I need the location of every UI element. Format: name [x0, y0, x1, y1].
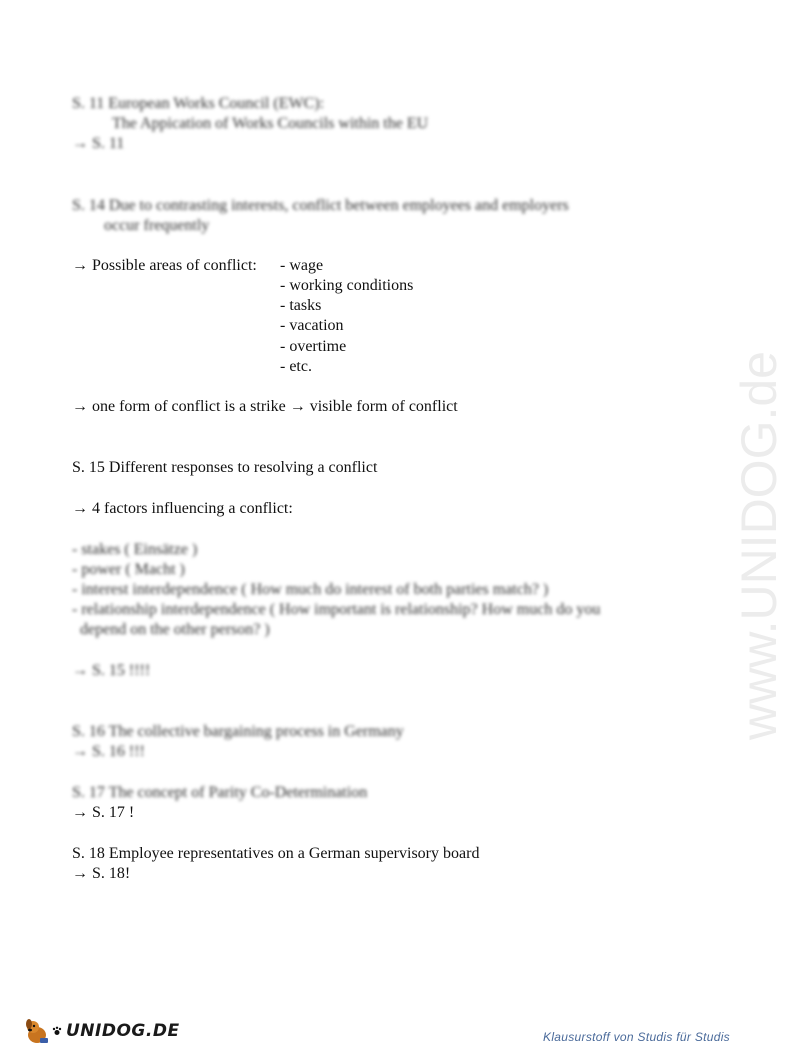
logo-text: UNIDOG.DE	[66, 1021, 180, 1041]
area-item: - etc.	[280, 358, 312, 375]
unidog-logo[interactable]	[22, 1016, 180, 1046]
factors-lead: → 4 factors influencing a conflict:	[72, 500, 293, 517]
footer-tagline: Klausurstoff von Studis für Studis	[543, 1030, 730, 1044]
factor-item: - relationship interdependence ( How important is relationship? How much do you	[72, 601, 601, 618]
s15-title: S. 15 Different responses to resolving a conflict	[72, 459, 378, 476]
areas-lead: → Possible areas of conflict:	[72, 257, 257, 274]
s18-reference: → S. 18!	[72, 865, 131, 882]
factor-item: - power ( Macht )	[72, 561, 185, 578]
factor-item: - interest interdependence ( How much do interest of both parties match? )	[72, 581, 549, 598]
s18-title: S. 18 Employee representatives on a German supervisory board	[72, 845, 480, 862]
area-item: - overtime	[280, 338, 347, 355]
s17-reference: → S. 17 !	[72, 804, 135, 821]
s15-reference: → S. 15 !!!!	[72, 662, 151, 679]
watermark	[680, 280, 787, 740]
paw-icon	[52, 1026, 62, 1036]
s11-reference: → S. 11	[72, 135, 125, 152]
s14-title: S. 14 Due to contrasting interests, conflict between employees and employers	[72, 197, 569, 214]
strike-line: → one form of conflict is a strike → visible form of conflict	[72, 398, 458, 415]
dog-icon	[22, 1016, 52, 1046]
watermark-text: www.UNIDOG.de	[731, 351, 787, 740]
s14-title-cont: occur frequently	[104, 217, 210, 234]
s16-title: S. 16 The collective bargaining process in Germany	[72, 723, 404, 740]
area-item: - working conditions	[280, 277, 414, 294]
area-item: - tasks	[280, 297, 322, 314]
s11-subtitle: The Appication of Works Councils within the EU	[112, 115, 429, 132]
area-item: - wage	[280, 257, 324, 274]
s16-reference: → S. 16 !!!	[72, 743, 145, 760]
s17-title: S. 17 The concept of Parity Co-Determination	[72, 784, 368, 801]
s11-title: S. 11 European Works Council (EWC):	[72, 95, 325, 112]
factor-item-cont: depend on the other person? )	[80, 621, 270, 638]
area-item: - vacation	[280, 317, 344, 334]
factor-item: - stakes ( Einsätze )	[72, 541, 198, 558]
